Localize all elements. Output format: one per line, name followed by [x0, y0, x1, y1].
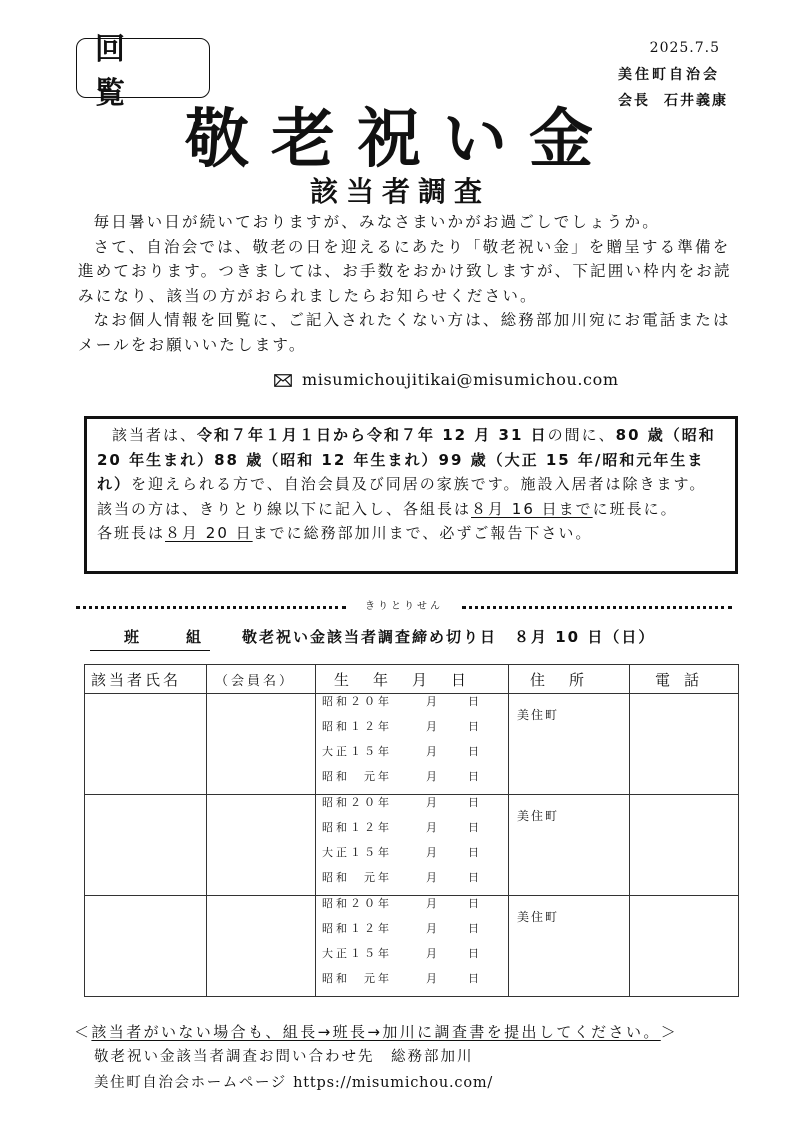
notice-text: の間に、 — [547, 426, 616, 444]
month-label: 月 — [426, 720, 437, 733]
table-row — [85, 896, 739, 997]
birthdate-option[interactable] — [316, 971, 508, 996]
address-cell[interactable] — [509, 896, 630, 997]
intro-text — [78, 210, 738, 357]
envelope-icon — [274, 372, 292, 391]
member-name-cell[interactable] — [207, 694, 316, 795]
era-label: 大正１５年 — [322, 745, 392, 758]
name-cell[interactable] — [85, 694, 207, 795]
contact-info: 敬老祝い金該当者調査お問い合わせ先 総務部加川 — [94, 1049, 474, 1065]
col-header-birthdate: 生年月日 — [316, 665, 509, 694]
col-header-address: 住所 — [509, 665, 630, 694]
han-kumi-field[interactable] — [90, 624, 210, 651]
day-label: 日 — [468, 720, 479, 733]
birthdate-cell[interactable] — [316, 694, 509, 795]
era-label: 昭和１２年 — [322, 922, 392, 935]
day-label: 日 — [468, 745, 479, 758]
era-label: 大正１５年 — [322, 947, 392, 960]
day-label: 日 — [468, 821, 479, 834]
address-cell[interactable] — [509, 795, 630, 896]
birthdate-option[interactable] — [316, 719, 508, 744]
notice-text: 該当者は、 — [112, 426, 198, 444]
day-label: 日 — [468, 846, 479, 859]
day-label: 日 — [468, 695, 479, 708]
day-label: 日 — [468, 922, 479, 935]
era-label: 昭和２０年 — [322, 695, 392, 708]
notice-text: 各班長は — [97, 524, 166, 542]
notice-text: に班長に。 — [592, 499, 678, 518]
notice-text: までに総務部加川まで、必ずご報告下さい。 — [252, 524, 593, 542]
col-header-member: （会員名） — [207, 665, 316, 694]
notice-period: 令和７年１月１日から令和７年 12 月 31 日 — [197, 426, 548, 444]
era-label: 昭和１２年 — [322, 720, 392, 733]
town-name: 美住町 — [517, 910, 560, 924]
email-line — [274, 370, 619, 391]
address-cell[interactable] — [509, 694, 630, 795]
month-label: 月 — [426, 972, 437, 985]
notice-ages: 80 歳（昭和 20 年生まれ）88 歳（昭和 12 年生まれ）99 歳（大正 15 年/昭和元年生まれ） — [97, 426, 716, 493]
month-label: 月 — [426, 922, 437, 935]
day-label: 日 — [468, 972, 479, 985]
intro-paragraph: さて、自治会では、敬老の日を迎えるにあたり「敬老祝い金」を贈呈する準備を進めております。つきましては、お手数をおかけ致しますが、下記囲い枠内をお読みになり、該当の方がおられましたらお知らせください。 — [78, 237, 732, 305]
intro-paragraph: 毎日暑い日が続いておりますが、みなさまいかがお過ごしでしょうか。 — [93, 213, 660, 231]
table-header-row — [85, 665, 739, 694]
day-label: 日 — [468, 947, 479, 960]
survey-table — [84, 664, 739, 997]
member-name-cell[interactable] — [207, 795, 316, 896]
cut-line-label: きりとりせん — [365, 601, 443, 612]
cut-line-dots-right — [462, 606, 732, 609]
day-label: 日 — [468, 796, 479, 809]
month-label: 月 — [426, 745, 437, 758]
birthdate-option[interactable] — [316, 795, 508, 820]
page-subtitle: 該当者調査 — [309, 175, 490, 208]
era-label: 大正１５年 — [322, 846, 392, 859]
town-name: 美住町 — [517, 809, 560, 823]
era-label: 昭和２０年 — [322, 796, 392, 809]
month-label: 月 — [426, 796, 437, 809]
notice-deadline-han: ８月 20 日 — [165, 524, 253, 542]
day-label: 日 — [468, 770, 479, 783]
eligibility-notice — [84, 416, 738, 574]
birthdate-option[interactable] — [316, 896, 508, 921]
month-label: 月 — [426, 897, 437, 910]
notice-deadline-kumi: ８月 16 日まで — [471, 499, 593, 518]
day-label: 日 — [468, 871, 479, 884]
phone-cell[interactable] — [630, 795, 739, 896]
month-label: 月 — [426, 947, 437, 960]
table-row — [85, 795, 739, 896]
birthdate-option[interactable] — [316, 820, 508, 845]
era-label: 昭和 元年 — [322, 972, 392, 985]
era-label: 昭和２０年 — [322, 897, 392, 910]
form-deadline: 敬老祝い金該当者調査締め切り日 ８月 10 日（日） — [242, 628, 656, 646]
birthdate-option[interactable] — [316, 694, 508, 719]
era-label: 昭和１２年 — [322, 821, 392, 834]
cut-line — [76, 598, 732, 616]
day-label: 日 — [468, 897, 479, 910]
phone-cell[interactable] — [630, 694, 739, 795]
bracket-close: ＞ — [660, 1023, 679, 1041]
notice-text: を迎えられる方で、自治会員及び同居の家族です。施設入居者は除きます。 — [131, 475, 707, 493]
instruction-text: 該当者がいない場合も、組長→班長→加川に調査書を提出してください。 — [91, 1023, 661, 1041]
bracket-open: ＜ — [74, 1023, 92, 1041]
email-address[interactable]: misumichoujitikai@misumichou.com — [302, 370, 619, 389]
name-cell[interactable] — [85, 795, 207, 896]
birthdate-option[interactable] — [316, 921, 508, 946]
circulation-badge: 回 覧 — [76, 38, 210, 98]
han-label: 班 — [124, 628, 140, 646]
organization-name: 美住町自治会 — [618, 67, 720, 83]
page-title: 敬老祝い金 — [185, 102, 615, 177]
phone-cell[interactable] — [630, 896, 739, 997]
birthdate-cell[interactable] — [316, 896, 509, 997]
intro-paragraph: なお個人情報を回覧に、ご記入されたくない方は、総務部加川宛にお電話またはメールをお願いいたします。 — [78, 311, 731, 354]
table-row — [85, 694, 739, 795]
birthdate-option[interactable] — [316, 845, 508, 870]
member-name-cell[interactable] — [207, 896, 316, 997]
era-label: 昭和 元年 — [322, 871, 392, 884]
month-label: 月 — [426, 871, 437, 884]
kumi-label: 組 — [186, 628, 202, 646]
birthdate-option[interactable] — [316, 946, 508, 971]
cut-line-dots-left — [76, 606, 346, 609]
birthdate-option[interactable] — [316, 769, 508, 794]
month-label: 月 — [426, 846, 437, 859]
town-name: 美住町 — [517, 708, 560, 722]
no-eligible-instruction — [74, 1020, 678, 1044]
homepage-line — [94, 1072, 493, 1094]
chair-name: 石井義康 — [664, 93, 728, 109]
era-label: 昭和 元年 — [322, 770, 392, 783]
notice-text: 該当の方は、きりとり線以下に記入し、各組長は — [97, 499, 472, 518]
birthdate-option[interactable] — [316, 744, 508, 769]
name-cell[interactable] — [85, 896, 207, 997]
homepage-label: 美住町自治会ホームページ — [94, 1075, 287, 1091]
col-header-name: 該当者氏名 — [85, 665, 207, 694]
issue-date: 2025.7.5 — [649, 40, 720, 56]
month-label: 月 — [426, 695, 437, 708]
month-label: 月 — [426, 770, 437, 783]
col-header-phone: 電話 — [630, 665, 739, 694]
birthdate-option[interactable] — [316, 870, 508, 895]
chair-title: 会長 — [618, 93, 650, 109]
homepage-link[interactable]: https://misumichou.com/ — [293, 1075, 494, 1091]
month-label: 月 — [426, 821, 437, 834]
birthdate-cell[interactable] — [316, 795, 509, 896]
